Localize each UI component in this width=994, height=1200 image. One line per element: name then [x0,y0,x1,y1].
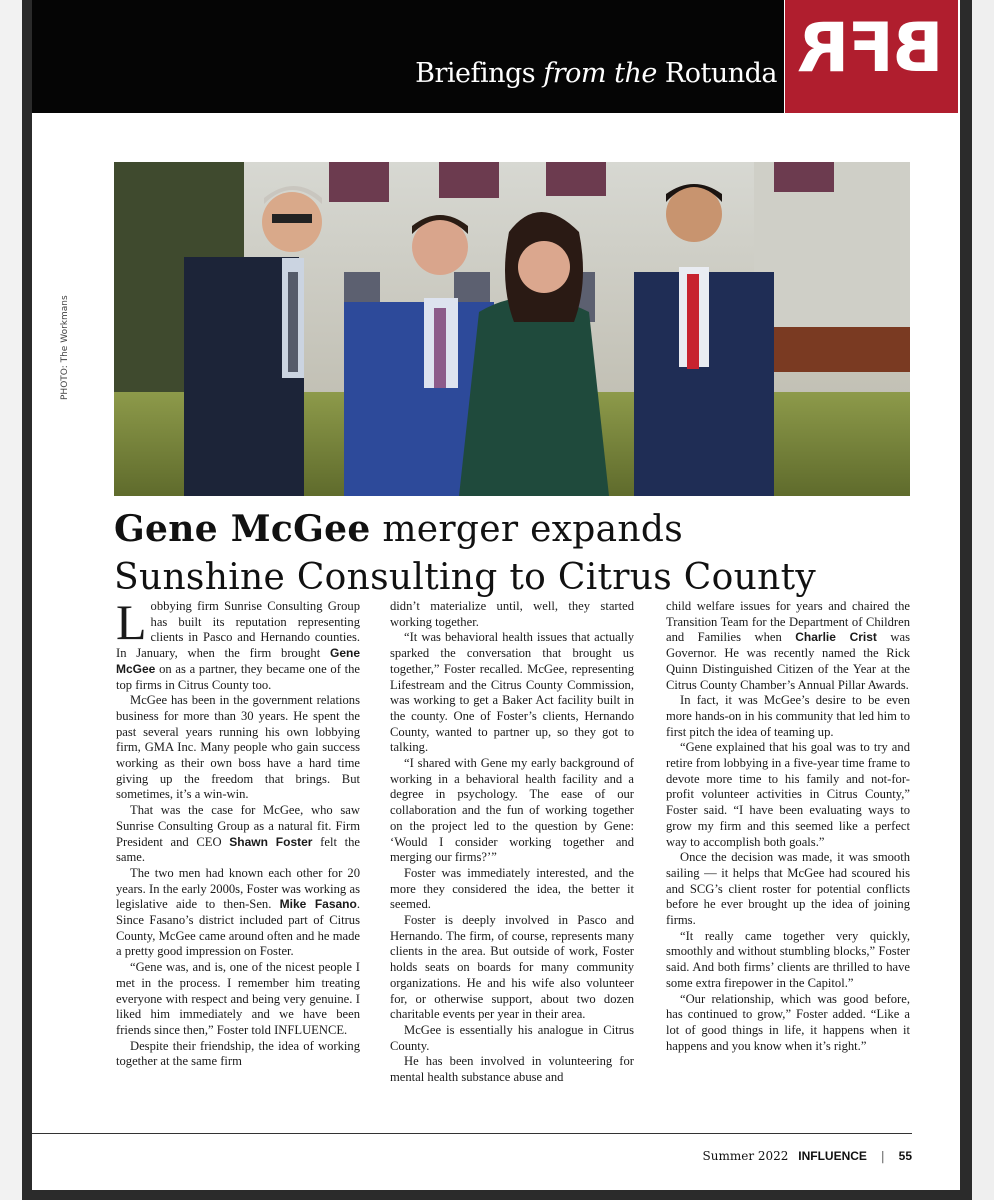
page-number: 55 [898,1149,912,1163]
article-headline: Gene McGee merger expands Sunshine Consulting to Citrus County [114,508,816,598]
article-paragraph: In fact, it was McGee’s desire to be even more hands-on in his community that led him to first pitch the idea of teaming up. [666,693,910,739]
page-footer [600,1149,912,1163]
photo-credit: PHOTO: The Workmans [60,295,70,400]
publication-name: INFLUENCE [798,1149,867,1163]
article-paragraph: “I shared with Gene my early background of working in a behavioral health facility and a degree in psychology. The ease of our collaboration and the fun of working together on the project led to the question by Gene: ‘Would I consider working together and merging our firms?’” [390,756,634,865]
article-paragraph: Foster is deeply involved in Pasco and Hernando. The firm, of course, represents many clients in the area. But outside of work, Foster holds seats on boards for many community organizations. He and his wife also volunteer for, or otherwise support, about two dozen charitable events per year in their area. [390,913,634,1022]
article-paragraph: Foster was immediately interested, and the more they considered the idea, the better it seemed. [390,865,634,912]
article-paragraph: He has been involved in volunteering for mental health substance abuse and [390,1054,634,1085]
article-paragraph: Once the decision was made, it was smooth sailing — it helps that McGee had scoured his and SCG’s client roster for potential conflicts before he ever brought up the idea of joining firms. [666,850,910,928]
article-paragraph: “Our relationship, which was good before, has continued to grow,” Foster added. “Like a lot of good things in life, it happens when it happens and you know when it’s right.” [666,991,910,1053]
article-paragraph: “It really came together very quickly, smoothly and without stumbling blocks,” Foster said. And both firms’ clients are thrilled to have some extra firepower in the Capitol.” [666,928,910,990]
footer-separator: | [880,1149,885,1163]
page-edge-left [0,0,22,1200]
article-paragraph: “Gene was, and is, one of the nicest people I met in the process. I remember him treating everyone with respect and being very genuine. I liked him immediately and we have been friends since then,” Foster told INFLUENCE. [116,960,360,1037]
article-column-3 [666,599,910,1054]
issue-date: Summer 2022 [702,1149,789,1163]
person-name: Gene McGee [116,646,360,676]
drop-cap: L [116,594,147,650]
bfr-logo: BFR [785,0,958,113]
article-paragraph: obbying firm Sunrise Consulting Group has built its reputation representing clients in Pasco and Hernando counties. In January, when the firm brought Gene McGee on as a partner, they became one of the top firms in Citrus County too. [116,599,360,692]
article-paragraph: McGee is essentially his analogue in Citrus County. [390,1022,634,1053]
article-paragraph: “Gene explained that his goal was to try and retire from lobbying in a five-year time frame to devote more time to his family and not-for-profit volunteer activities in Citrus County,” Foster said. “I have been evaluating ways to grow my firm and this seemed like a perfect way to accomplish both goals.” [666,740,910,849]
article-paragraph: The two men had known each other for 20 years. In the early 2000s, Foster was working as legislative aide to then-Sen. Mike Fasano. Since Fasano’s district included part of Citrus County, McGee came around often and he made a pretty good impression on Foster. [116,865,360,959]
article-paragraph: Despite their friendship, the idea of working together at the same firm [116,1038,360,1069]
article-paragraph: McGee has been in the government relations business for more than 30 years. He spent the past several years running his own lobbying firm, GMA Inc. Many people who gain success working as their own boss have a hard time giving up the freedom that brings. But sometimes, it’s a win-win. [116,693,360,802]
page-border-bottom [22,1190,972,1200]
photo-illustration [114,162,910,496]
person-name: Mike Fasano [279,897,357,912]
article-column-1 [116,594,361,1070]
person-name: Charlie Crist [795,630,877,645]
header-bar [32,0,784,113]
group-photo [114,162,910,496]
article-paragraph: didn’t materialize until, well, they started working together. [390,599,634,629]
article-paragraph: child welfare issues for years and chaired the Transition Team for the Department of Children and Families when Charlie Crist was Governor. He was recently named the Rick Quinn Distinguished Citizen of the Year at the Citrus County Chamber’s Annual Pillar Awards. [666,599,910,692]
page-edge-right [972,0,994,1200]
page-border-right [960,0,972,1200]
page-border-left [22,0,32,1200]
person-name: Shawn Foster [229,834,313,849]
article-column-2 [390,599,634,1086]
article-paragraph: That was the case for McGee, who saw Sunrise Consulting Group as a natural fit. Firm President and CEO Shawn Foster felt the same. [116,803,361,865]
section-title: Briefings from the Rotunda [415,58,777,89]
article-paragraph: “It was behavioral health issues that actually sparked the conversation that brought us together,” Foster recalled. McGee, representing Lifestream and the Citrus County Commission, was working to get a Baker Act facility built in the county. One of Foster’s clients, Hernando County, wanted to partner up, so they got to talking. [390,630,634,755]
footer-rule [32,1133,912,1134]
